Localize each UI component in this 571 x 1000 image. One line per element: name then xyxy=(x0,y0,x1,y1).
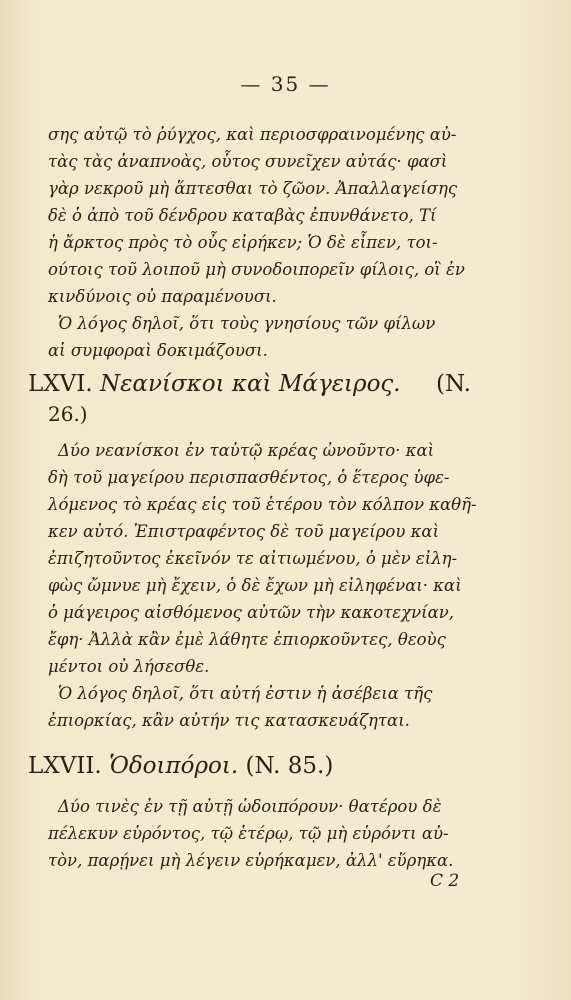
text-line: γὰρ νεκροῦ μὴ ἅπτεσθαι τὸ ζῶον. Ἀπαλλαγείσης xyxy=(48,179,458,198)
moral-line: ἐπιορκίας, κἂν αὐτήν τις κατασκευάζηται. xyxy=(48,711,410,730)
text-line: ἡ ἄρκτος πρὸς τὸ οὖς εἰρήκεν; Ὁ δὲ εἶπεν, τοι- xyxy=(48,233,438,252)
fable-66-heading xyxy=(28,370,401,398)
moral-line: Ὁ λόγος δηλοῖ, ὅτι αὐτή ἐστιν ἡ ἀσέβεια τῆς xyxy=(58,684,433,703)
text-line: Δύο τινὲς ἐν τῇ αὐτῇ ὡδοιπόρουν· θατέρου δὲ xyxy=(58,797,442,816)
signature-mark: C 2 xyxy=(430,871,460,891)
text-line: ούτοις τοῦ λοιποῦ μὴ συνοδοιπορεῖν φίλοις, οἳ ἐν xyxy=(48,260,465,279)
text-line: δὴ τοῦ μαγείρου περισπασθέντος, ὁ ἕτερος ὑφε- xyxy=(48,468,450,487)
text-line: φὼς ὤμνυε μὴ ἔχειν, ὁ δὲ ἔχων μὴ εἰληφέναι· καὶ xyxy=(48,576,462,595)
text-line: ὁ μάγειρος αἰσθόμενος αὐτῶν τὴν κακοτεχνίαν, xyxy=(48,603,455,622)
text-line: τὰς τὰς ἀναπνοὰς, οὗτος συνεῖχεν αὐτάς· φασὶ xyxy=(48,152,448,171)
text-line: κινδύνοις οὐ παραμένουσι. xyxy=(48,287,277,306)
fable-67-heading xyxy=(28,752,333,780)
text-line: λόμενος τὸ κρέας εἰς τοῦ ἑτέρου τὸν κόλπον καθῆ- xyxy=(48,495,477,514)
page-number: — 35 — xyxy=(240,72,331,96)
text-line: μέντοι οὐ λήσεσθε. xyxy=(48,657,210,676)
fable-66-ref: (N. xyxy=(436,371,471,397)
text-line: δὲ ὁ ἀπὸ τοῦ δένδρου καταβὰς ἐπυνθάνετο, Τί xyxy=(48,206,437,225)
fable-66-numeral: LXVI. xyxy=(28,371,93,397)
fable-66-ref-cont: 26.) xyxy=(48,402,88,426)
moral-line: Ὁ λόγος δηλοῖ, ὅτι τοὺς γνησίους τῶν φίλων xyxy=(58,314,436,333)
text-line: ἐπιζητοῦντος ἐκεῖνόν τε αἰτιωμένου, ὁ μὲν εἰλη- xyxy=(48,549,458,568)
text-line: τὸν, παρῄνει μὴ λέγειν εὑρήκαμεν, ἀλλ' εὕρηκα. xyxy=(48,851,454,870)
text-line: Δύο νεανίσκοι ἐν ταὐτῷ κρέας ὠνοῦντο· καὶ xyxy=(58,441,435,460)
text-line: σης αὐτῷ τὸ ῥύγχος, καὶ περιοσφραινομένης αὐ- xyxy=(48,125,457,144)
fable-67-title: Ὁδοιπόροι. xyxy=(109,753,239,779)
fable-66-title: Νεανίσκοι καὶ Μάγειρος. xyxy=(99,371,401,397)
text-line: κεν αὐτό. Ἐπιστραφέντος δὲ τοῦ μαγείρου καὶ xyxy=(48,522,440,541)
moral-line: αἱ συμφοραὶ δοκιμάζουσι. xyxy=(48,341,268,360)
text-line: πέλεκυν εὑρόντος, τῷ ἑτέρῳ, τῷ μὴ εὑρόντι αὐ- xyxy=(48,824,449,843)
fable-67-numeral: LXVII. xyxy=(28,753,102,779)
fable-67-ref: (N. 85.) xyxy=(245,753,334,779)
text-line: ἔφη· Ἀλλὰ κἂν ἐμὲ λάθητε ἐπιορκοῦντες, θεοὺς xyxy=(48,630,446,649)
